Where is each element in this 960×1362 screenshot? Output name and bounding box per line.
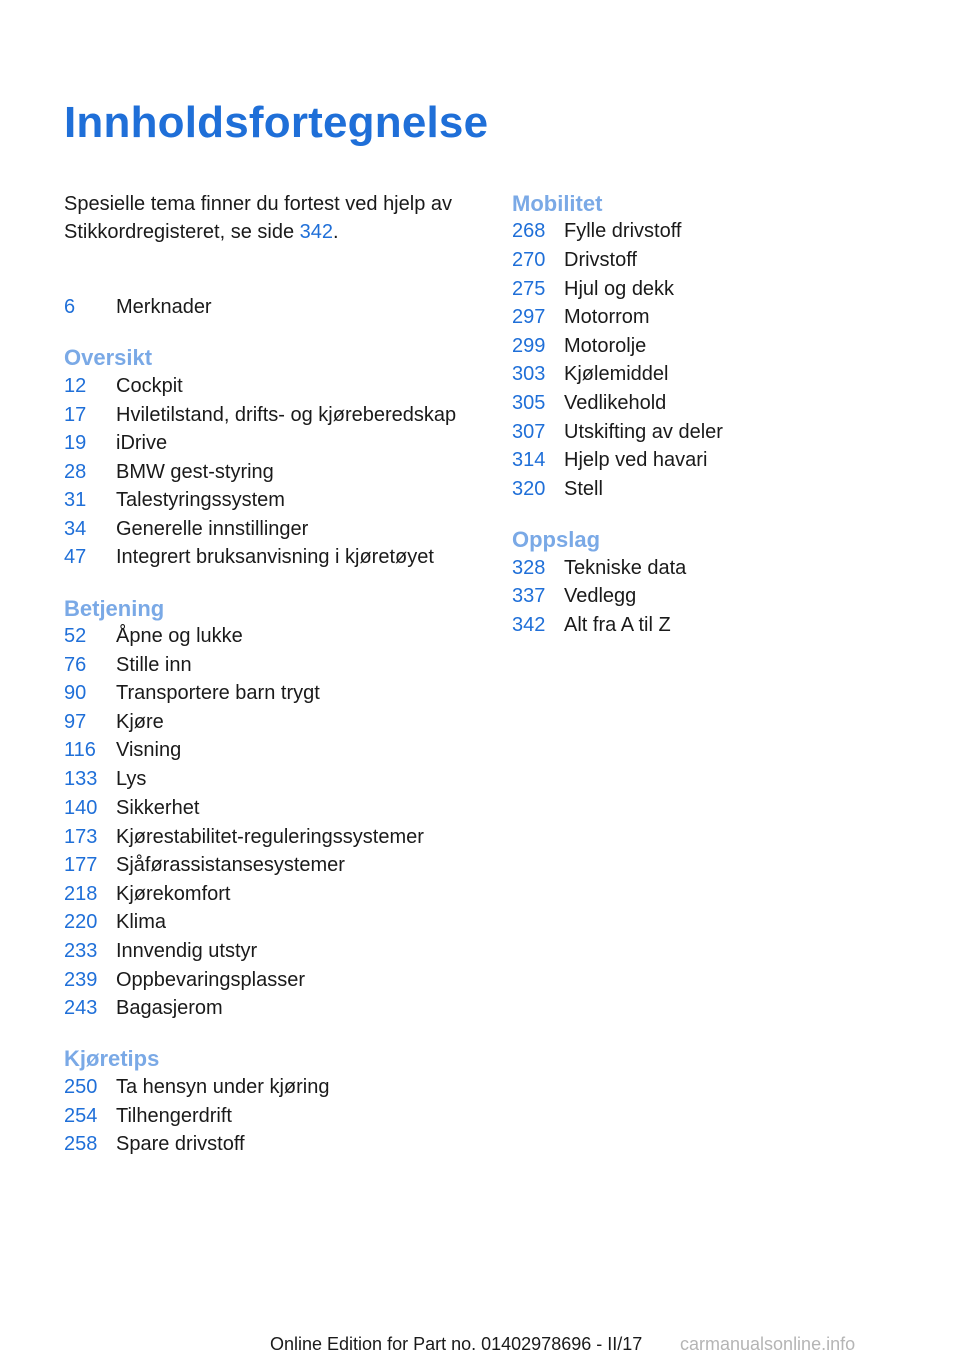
toc-entry-label: Motorrom	[564, 306, 650, 328]
toc-page-number: 31	[64, 489, 87, 511]
toc-entry-label: Integrert bruksanvisning i kjøretøyet	[116, 546, 434, 568]
toc-entry-label: Åpne og lukke	[116, 625, 243, 647]
toc-entry-label: Klima	[116, 911, 167, 933]
toc-entry-label: Lys	[116, 768, 147, 790]
toc-page-number: 299	[512, 335, 546, 357]
toc-entry-label: Bagasjerom	[116, 997, 223, 1019]
toc-page-number: 76	[64, 654, 87, 676]
toc-page-number: 17	[64, 404, 87, 426]
intro-end: .	[333, 221, 339, 243]
toc-page-number: 328	[512, 557, 546, 579]
toc-entry-label: Hjul og dekk	[564, 278, 675, 300]
toc-page-number: 297	[512, 306, 546, 328]
toc-page-number: 19	[64, 432, 87, 454]
toc-entry-label: Sjåførassistansesystemer	[116, 854, 345, 876]
toc-page-number: 52	[64, 625, 87, 647]
toc-page-number: 233	[64, 940, 98, 962]
toc-page-number: 220	[64, 911, 98, 933]
watermark: carmanualsonline.info	[680, 1334, 856, 1354]
section-heading-oversikt: Oversikt	[64, 345, 153, 370]
toc-page-number: 34	[64, 518, 87, 540]
toc-entry-label: Merknader	[116, 296, 212, 318]
page-title: Innholdsfortegnelse	[64, 98, 489, 147]
toc-page-number: 90	[64, 682, 87, 704]
intro-paragraph	[64, 190, 484, 246]
toc-entry-label: iDrive	[116, 432, 168, 454]
toc-page-number: 314	[512, 449, 546, 471]
toc-entry-label: Kjøre	[116, 711, 164, 733]
toc-page-number: 133	[64, 768, 98, 790]
toc-entry-label: Stell	[564, 478, 603, 500]
toc-page-number: 303	[512, 363, 546, 385]
toc-page-number: 218	[64, 883, 98, 905]
toc-entry-label: Ta hensyn under kjøring	[116, 1076, 330, 1098]
toc-entry-label: Motorolje	[564, 335, 647, 357]
section-heading-mobilitet: Mobilitet	[512, 191, 603, 216]
toc-page-number: 268	[512, 220, 546, 242]
toc-page-number: 307	[512, 421, 546, 443]
toc-page-number: 97	[64, 711, 87, 733]
toc-page-number: 239	[64, 969, 98, 991]
toc-entry-label: Cockpit	[116, 375, 183, 397]
section-heading-oppslag: Oppslag	[512, 527, 601, 552]
toc-entry-label: Alt fra A til Z	[564, 614, 671, 636]
toc-page-number: 173	[64, 826, 98, 848]
toc-entry-label: Kjørekomfort	[116, 883, 231, 905]
toc-page-number: 342	[512, 614, 546, 636]
index-page-link[interactable]: 342	[299, 221, 334, 243]
toc-page-number: 320	[512, 478, 546, 500]
toc-page-number: 275	[512, 278, 546, 300]
toc-entry-label: Spare drivstoff	[116, 1133, 245, 1155]
section-heading-kjoretips: Kjøretips	[64, 1046, 160, 1071]
toc-entry-label: Tilhengerdrift	[116, 1105, 232, 1127]
toc-entry-label: Kjølemiddel	[564, 363, 669, 385]
toc-entry-label: Fylle drivstoff	[564, 220, 682, 242]
toc-entry-label: Sikkerhet	[116, 797, 200, 819]
toc-entry-label: Vedlegg	[564, 585, 637, 607]
toc-page-number: 47	[64, 546, 87, 568]
toc-entry-label: Hjelp ved havari	[564, 449, 708, 471]
intro-text: Spesielle tema finner du fortest ved hjelp av Stikkordregisteret, se side	[64, 193, 452, 243]
toc-page-number: 140	[64, 797, 98, 819]
toc-page-number: 250	[64, 1076, 98, 1098]
toc-page-number: 116	[64, 739, 96, 761]
toc-page-number: 258	[64, 1133, 98, 1155]
toc-entry-label: Hviletilstand, drifts- og kjøreberedskap	[116, 404, 457, 426]
toc-entry-label: Oppbevaringsplasser	[116, 969, 305, 991]
toc-page-number: 177	[64, 854, 98, 876]
toc-page-number: 254	[64, 1105, 98, 1127]
toc-page-number: 243	[64, 997, 98, 1019]
toc-entry-label: Tekniske data	[564, 557, 687, 579]
toc-page-number: 337	[512, 585, 546, 607]
toc-entry-label: Drivstoff	[564, 249, 637, 271]
toc-entry-label: Innvendig utstyr	[116, 940, 258, 962]
toc-entry-label: Stille inn	[116, 654, 192, 676]
toc-page-number: 28	[64, 461, 87, 483]
toc-page-number: 12	[64, 375, 87, 397]
toc-entry-label: Utskifting av deler	[564, 421, 723, 443]
toc-entry-label: BMW gest-styring	[116, 461, 274, 483]
toc-entry-label: Generelle innstillinger	[116, 518, 309, 540]
toc-entry-label: Vedlikehold	[564, 392, 667, 414]
toc-page-number: 6	[64, 296, 76, 318]
section-heading-betjening: Betjening	[64, 596, 165, 621]
toc-page-number: 305	[512, 392, 546, 414]
toc-entry-label: Kjørestabilitet-reguleringssystemer	[116, 826, 424, 848]
toc-page-number: 270	[512, 249, 546, 271]
toc-entry-label: Visning	[116, 739, 182, 761]
toc-entry-label: Transportere barn trygt	[116, 682, 320, 704]
toc-entry-label: Talestyringssystem	[116, 489, 285, 511]
page-footer: Online Edition for Part no. 01402978696 - II/17	[270, 1334, 643, 1354]
